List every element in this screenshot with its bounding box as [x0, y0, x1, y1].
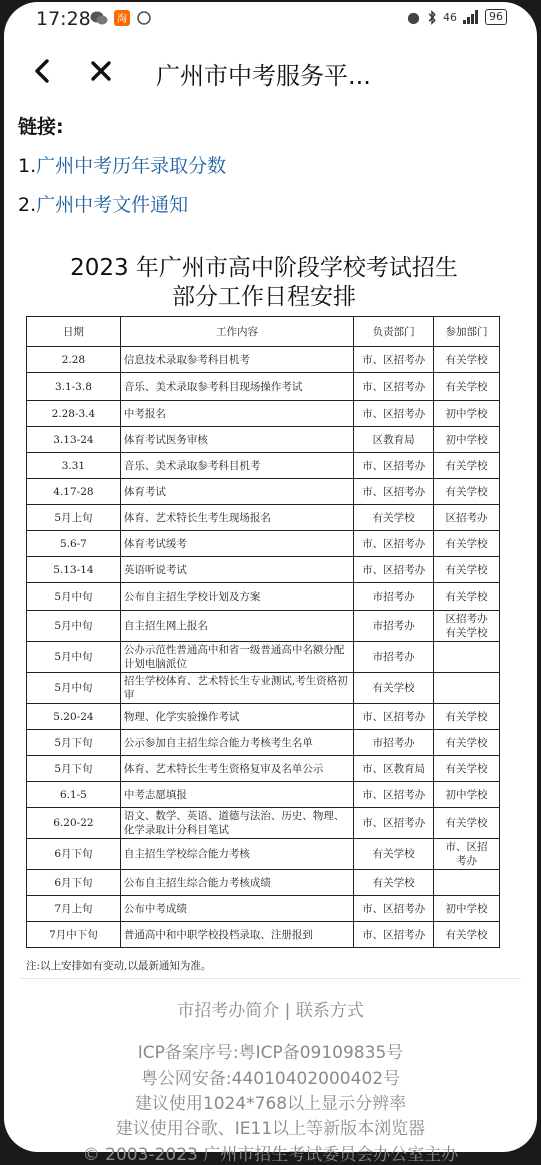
sync-icon — [136, 10, 152, 26]
cell-date: 5月上旬 — [27, 505, 121, 531]
close-icon[interactable] — [86, 56, 116, 86]
cell-responsible: 市招考办 — [354, 642, 434, 673]
cell-date: 5.20-24 — [27, 704, 121, 730]
table-row — [27, 896, 500, 922]
footer-copyright: © 2003-2023 广州市招生考试委员会办公室主办 — [82, 1145, 459, 1165]
cell-participant: 有关学校 — [434, 347, 500, 373]
table-row — [27, 782, 500, 808]
cell-content: 自主招生学校综合能力考核 — [120, 839, 353, 870]
cell-responsible: 市、区招考办 — [354, 557, 434, 583]
table-row — [27, 870, 500, 896]
cell-date: 6月下旬 — [27, 870, 121, 896]
header-responsible: 负责部门 — [354, 317, 434, 347]
table-row — [27, 808, 500, 839]
nav-bar — [4, 46, 537, 98]
cell-participant: 有关学校 — [434, 756, 500, 782]
table-row — [27, 373, 500, 401]
cell-responsible: 市招考办 — [354, 730, 434, 756]
table-row — [27, 839, 500, 870]
cell-participant: 初中学校 — [434, 896, 500, 922]
cell-content: 中考志愿填报 — [120, 782, 353, 808]
cell-participant — [434, 673, 500, 704]
footer-police-record: 粤公网安备:44010402000402号 — [140, 1069, 401, 1089]
cell-participant: 初中学校 — [434, 782, 500, 808]
page-title: 广州市中考服务平... — [156, 62, 371, 90]
cell-responsible: 有关学校 — [354, 870, 434, 896]
cell-responsible: 有关学校 — [354, 673, 434, 704]
document-title-line1: 2023 年广州市高中阶段学校考试招生 — [70, 255, 458, 281]
table-row — [27, 531, 500, 557]
table-body — [27, 347, 500, 948]
header-date: 日期 — [27, 317, 121, 347]
cell-content: 体育考试 — [120, 479, 353, 505]
cell-content: 公布自主招生学校计划及方案 — [120, 583, 353, 611]
cell-date: 6.1-5 — [27, 782, 121, 808]
cell-content: 体育、艺术特长生考生资格复审及名单公示 — [120, 756, 353, 782]
status-bar — [4, 2, 537, 36]
cell-content: 体育考试医务审核 — [120, 427, 353, 453]
alarm-icon — [406, 10, 421, 25]
table-row — [27, 730, 500, 756]
table-row — [27, 642, 500, 673]
cell-responsible: 市、区招考办 — [354, 704, 434, 730]
footer-divider — [20, 978, 521, 979]
cell-responsible: 市、区招考办 — [354, 922, 434, 948]
cell-content: 招生学校体育、艺术特长生专业测试,考生资格初审 — [120, 673, 353, 704]
cell-content: 体育考试缓考 — [120, 531, 353, 557]
signal-type: 46 — [443, 10, 457, 24]
cell-participant: 有关学校 — [434, 373, 500, 401]
links-label: 链接: — [18, 116, 64, 138]
cell-participant: 初中学校 — [434, 427, 500, 453]
schedule-table — [26, 316, 500, 948]
links-section — [18, 112, 226, 229]
link-number: 1. — [18, 155, 37, 177]
table-row — [27, 704, 500, 730]
cell-date: 5月中旬 — [27, 583, 121, 611]
table-note: 注:以上安排如有变动,以最新通知为准。 — [26, 960, 212, 972]
cell-date: 2.28 — [27, 347, 121, 373]
cell-responsible: 市、区招考办 — [354, 782, 434, 808]
cell-date: 4.17-28 — [27, 479, 121, 505]
cell-content: 公布自主招生综合能力考核成绩 — [120, 870, 353, 896]
cell-participant — [434, 642, 500, 673]
cell-date: 6.20-22 — [27, 808, 121, 839]
cell-responsible: 市招考办 — [354, 611, 434, 642]
document-title-line2: 部分工作日程安排 — [172, 284, 356, 310]
table-row — [27, 401, 500, 427]
table-row — [27, 922, 500, 948]
cell-responsible: 市、区招考办 — [354, 531, 434, 557]
link-row — [18, 190, 226, 217]
cell-participant: 市、区招 考办 — [434, 839, 500, 870]
cell-responsible: 区教育局 — [354, 427, 434, 453]
cell-participant: 有关学校 — [434, 704, 500, 730]
notification-icons — [90, 10, 152, 26]
cell-responsible: 市、区招考办 — [354, 896, 434, 922]
system-icons — [406, 9, 507, 25]
cell-participant: 区招考办 — [434, 505, 500, 531]
footer-icp: ICP备案序号:粤ICP备09109835号 — [137, 1043, 404, 1063]
cell-responsible: 市、区招考办 — [354, 453, 434, 479]
cell-date: 5月下旬 — [27, 730, 121, 756]
back-arrow-icon[interactable] — [28, 56, 58, 86]
link-admission-scores[interactable]: 广州中考历年录取分数 — [36, 155, 227, 177]
cell-date: 3.1-3.8 — [27, 373, 121, 401]
cell-content: 体育、艺术特长生考生现场报名 — [120, 505, 353, 531]
battery-level: 96 — [485, 9, 507, 25]
header-content: 工作内容 — [120, 317, 353, 347]
cell-participant: 有关学校 — [434, 730, 500, 756]
cell-participant: 有关学校 — [434, 531, 500, 557]
cell-content: 音乐、美术录取参考科目现场操作考试 — [120, 373, 353, 401]
cell-responsible: 有关学校 — [354, 839, 434, 870]
link-row — [18, 151, 226, 178]
cell-date: 5.6-7 — [27, 531, 121, 557]
header-participant: 参加部门 — [434, 317, 500, 347]
footer-links[interactable]: 市招考办简介 | 联系方式 — [177, 1001, 364, 1021]
cell-content: 公示参加自主招生综合能力考核考生名单 — [120, 730, 353, 756]
cell-date: 6月下旬 — [27, 839, 121, 870]
phone-screen — [4, 2, 537, 1165]
table-row — [27, 427, 500, 453]
cell-responsible: 有关学校 — [354, 505, 434, 531]
cell-date: 3.13-24 — [27, 427, 121, 453]
table-row — [27, 479, 500, 505]
cell-date: 5月中旬 — [27, 642, 121, 673]
cell-participant — [434, 870, 500, 896]
cell-participant: 有关学校 — [434, 453, 500, 479]
cell-content: 英语听说考试 — [120, 557, 353, 583]
link-exam-notices[interactable]: 广州中考文件通知 — [36, 194, 189, 216]
cell-responsible: 市、区招考办 — [354, 373, 434, 401]
status-time: 17:28 — [36, 8, 91, 30]
document-title — [26, 254, 502, 312]
cell-participant: 初中学校 — [434, 401, 500, 427]
bluetooth-icon — [427, 10, 437, 25]
cell-content: 物理、化学实验操作考试 — [120, 704, 353, 730]
cell-participant: 区招考办 有关学校 — [434, 611, 500, 642]
cell-date: 3.31 — [27, 453, 121, 479]
table-row — [27, 557, 500, 583]
signal-icon — [463, 10, 479, 24]
table-row — [27, 347, 500, 373]
cell-date: 5月中旬 — [27, 673, 121, 704]
cell-responsible: 市、区教育局 — [354, 756, 434, 782]
cell-date: 2.28-3.4 — [27, 401, 121, 427]
cell-participant: 有关学校 — [434, 479, 500, 505]
cell-date: 7月上旬 — [27, 896, 121, 922]
cell-content: 公办示范性普通高中和省一级普通高中名额分配计划电脑派位 — [120, 642, 353, 673]
cell-participant: 有关学校 — [434, 557, 500, 583]
schedule-document — [26, 254, 502, 973]
cell-content: 自主招生网上报名 — [120, 611, 353, 642]
cell-date: 7月中下旬 — [27, 922, 121, 948]
footer-browser-tip: 建议使用谷歌、IE11以上等新版本浏览器 — [115, 1119, 426, 1139]
cell-responsible: 市、区招考办 — [354, 479, 434, 505]
cell-content: 公布中考成绩 — [120, 896, 353, 922]
cell-participant: 有关学校 — [434, 583, 500, 611]
cell-date: 5月下旬 — [27, 756, 121, 782]
taobao-icon — [114, 10, 130, 26]
wechat-icon — [90, 10, 108, 26]
cell-participant: 有关学校 — [434, 922, 500, 948]
cell-content: 信息技术录取参考科目机考 — [120, 347, 353, 373]
table-row — [27, 756, 500, 782]
cell-date: 5月中旬 — [27, 611, 121, 642]
svg-text:淘: 淘 — [117, 14, 127, 25]
footer-resolution-tip: 建议使用1024*768以上显示分辨率 — [134, 1094, 407, 1114]
cell-date: 5.13-14 — [27, 557, 121, 583]
table-row — [27, 673, 500, 704]
cell-responsible: 市招考办 — [354, 583, 434, 611]
table-row — [27, 453, 500, 479]
table-row — [27, 583, 500, 611]
table-row — [27, 611, 500, 642]
cell-content: 音乐、美术录取参考科目机考 — [120, 453, 353, 479]
cell-responsible: 市、区招考办 — [354, 401, 434, 427]
cell-content: 语文、数学、英语、道德与法治、历史、物理、化学录取计分科目笔试 — [120, 808, 353, 839]
cell-content: 普通高中和中职学校投档录取、注册报到 — [120, 922, 353, 948]
link-number: 2. — [18, 194, 37, 216]
table-row — [27, 505, 500, 531]
cell-participant: 有关学校 — [434, 808, 500, 839]
cell-responsible: 市、区招考办 — [354, 347, 434, 373]
table-header-row — [27, 317, 500, 347]
cell-content: 中考报名 — [120, 401, 353, 427]
cell-responsible: 市、区招考办 — [354, 808, 434, 839]
